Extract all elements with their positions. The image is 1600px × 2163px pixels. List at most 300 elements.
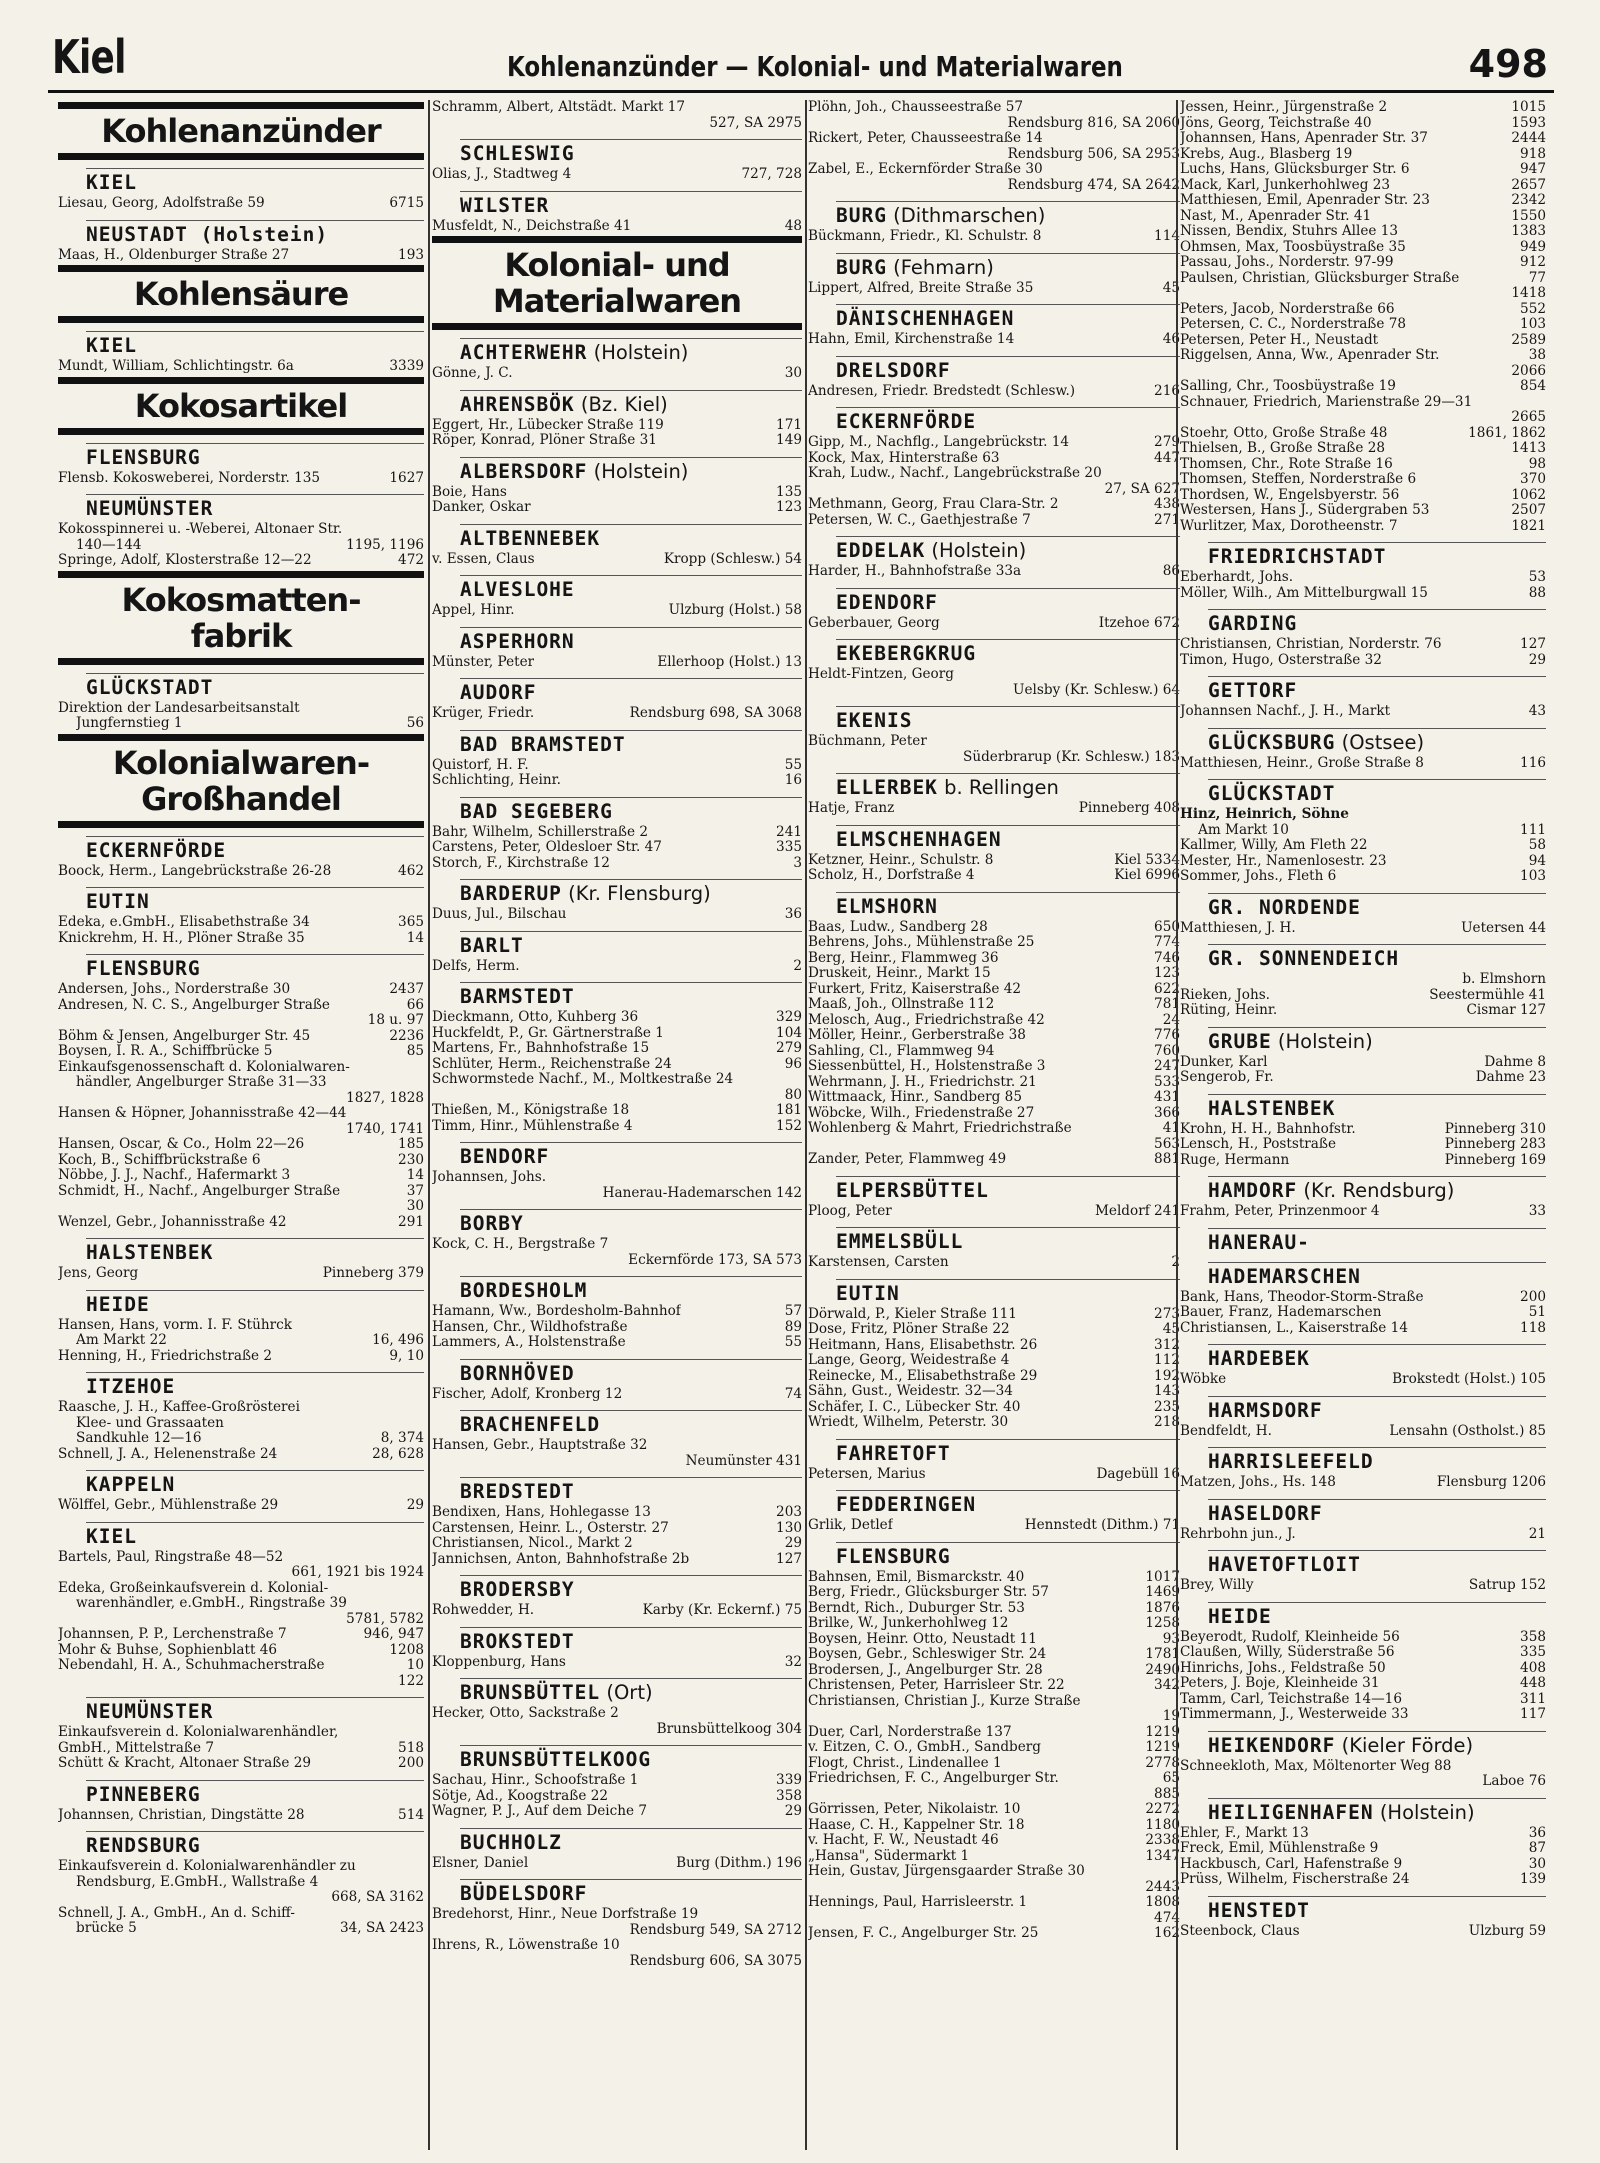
listing-entry [58,982,424,998]
listing-phone: 181 [776,1102,802,1118]
column-2 [432,100,802,2150]
listing-name: Edeka, e.GmbH., Elisabethstraße 34 [58,915,310,930]
listing-phone: 358 [776,1787,802,1804]
listing-entry [58,1741,424,1757]
listing-entry [58,1875,424,1891]
listing-phone: 235 [1154,1398,1180,1415]
listing-name: Salling, Chr., Toosbüystraße 19 [1180,379,1396,394]
town-name: RENDSBURG [86,1834,201,1857]
section-heading-line: Kohlensäure [133,275,349,313]
listing-phone: 650 [1154,918,1180,935]
town-heading [836,639,1180,665]
town-name: BURG [836,255,887,279]
listing-entry [1180,209,1546,225]
town-name: NEUSTADT (Holstein) [86,222,329,246]
listing-name: Frahm, Peter, Prinzenmoor 4 [1180,1204,1380,1219]
listing-entry [808,1926,1180,1942]
listing-phone: 29 [784,1535,802,1551]
listing-entry [1180,1321,1546,1337]
listing-entry [58,359,424,375]
listing-entry [58,1106,424,1122]
listing-name: Röper, Konrad, Plöner Straße 31 [432,433,657,448]
page-number: 498 [1468,42,1548,86]
listing-phone: 58 [1528,837,1546,853]
town-heading [86,168,424,194]
town-heading [86,887,424,913]
listing-entry [808,1616,1180,1632]
listing-phone: 273 [1154,1305,1180,1322]
listing-phone: 448 [1520,1675,1546,1691]
listing-name: Kloppenburg, Hans [432,1654,566,1670]
listing-phone: 162 [1154,1925,1180,1941]
listing-name: Timmermann, J., Westerweide 33 [1180,1707,1409,1722]
listing-phone: 34, SA 2423 [340,1920,424,1936]
listing-entry [58,998,424,1014]
town-heading [836,253,1180,279]
listing-phone: 96 [784,1055,802,1072]
listing-entry [808,1740,1180,1756]
listing-phone: 93 [1162,1630,1180,1647]
listing-entry [58,1612,424,1628]
listing-name: Berg, Heinr., Flammweg 36 [808,950,999,966]
listing-name: Johannsen, P. P., Lerchenstraße 7 [58,1627,287,1642]
listing-entry [808,497,1180,513]
listing-entry [432,1907,802,1923]
town-heading [836,1542,1180,1568]
listing-phone: 760 [1154,1042,1180,1059]
listing-entry [808,1307,1180,1323]
listing-phone: 104 [776,1024,802,1041]
town-name: BURG [836,204,887,227]
listing-phone: 312 [1154,1336,1180,1353]
listing-entry [1180,178,1546,194]
town-heading [836,1176,1180,1202]
listing-entry [1180,100,1546,116]
listing-phone: 123 [776,499,802,515]
town-name: BRUNSBÜTTEL [460,1681,601,1704]
listing-phone: 370 [1520,471,1546,487]
listing-entry [808,853,1180,869]
listing-name: Schnell, J. A., GmbH., An d. Schiff- [58,1905,295,1921]
listing-entry [58,471,424,487]
listing-phone: 1208 [389,1641,424,1658]
listing-entry [808,1415,1180,1431]
listing-name: Haase, C. H., Kappelner Str. 18 [808,1817,1025,1833]
listing-name: Appel, Hinr. [432,603,515,618]
column-1 [58,100,424,2150]
listing-entry [1180,116,1546,132]
section-heading-line: fabrik [190,616,292,655]
listing-name: Freck, Emil, Mühlenstraße 9 [1180,1841,1379,1856]
listing-name: Hinrichs, Johs., Feldstraße 50 [1180,1660,1386,1676]
listing-name: Lippert, Alfred, Breite Straße 35 [808,280,1034,296]
listing-entry [58,553,424,569]
listing-name: Andresen, N. C. S., Angelburger Straße [58,997,330,1013]
listing-name: Bendixen, Hans, Hohlegasse 13 [432,1505,651,1520]
listing-entry [58,1333,424,1349]
listing-name: Berg, Friedr., Glücksburger Str. 57 [808,1585,1049,1600]
town-name: ELPERSBÜTTEL [836,1178,989,1202]
listing-phone: 2589 [1511,331,1546,348]
town-name: BRACHENFELD [460,1413,601,1436]
town-qualifier: (Dithmarschen) [886,204,1046,227]
listing-phone: Itzehoe 672 [1098,614,1180,631]
listing-entry [808,482,1180,498]
listing-phone: 342 [1154,1677,1180,1693]
listing-phone: 29 [784,1803,802,1819]
listing-entry [808,1322,1180,1338]
listing-phone: 103 [1520,316,1546,332]
listing-entry [58,1122,424,1138]
town-name: HEIDE [86,1292,150,1316]
listing-entry [808,1044,1180,1060]
listing-name: Bredehorst, Hinr., Neue Dorfstraße 19 [432,1907,699,1922]
listing-phone: 2 [793,957,802,974]
listing-name: Zabel, E., Eckernförder Straße 30 [808,162,1043,177]
listing-entry [58,1890,424,1906]
listing-entry [58,1416,424,1432]
listing-name: Druskeit, Heinr., Markt 15 [808,966,991,981]
listing-name: Brodersen, J., Angelburger Str. 28 [808,1662,1043,1678]
town-heading [86,494,424,520]
listing-entry [58,1581,424,1597]
listing-name: Carstens, Peter, Oldesloer Str. 47 [432,840,662,855]
section-heading-line: Kokosartikel [134,386,348,425]
listing-phone: 622 [1154,980,1180,997]
listing-entry [58,1044,424,1060]
listing-name: Lammers, A., Holstenstraße [432,1335,626,1350]
listing-name: Elsner, Daniel [432,1855,529,1871]
town-heading [1208,1602,1546,1628]
listing-name: Ohmsen, Max, Toosbüystraße 35 [1180,239,1406,255]
listing-phone: 89 [784,1318,802,1335]
listing-name: Beyerodt, Rudolf, Kleinheide 56 [1180,1629,1400,1645]
town-name: GRUBE [1208,1029,1272,1053]
listing-entry [432,907,802,923]
listing-phone: 472 [398,552,424,568]
listing-entry [58,701,424,717]
town-name: HARDEBEK [1208,1347,1310,1370]
town-qualifier: (Kieler Förde) [1335,1733,1474,1757]
town-name: BRUNSBÜTTELKOOG [460,1748,652,1771]
listing-name: Westersen, Hans J., Südergraben 53 [1180,503,1430,518]
listing-name: Baas, Ludw., Sandberg 28 [808,919,988,935]
listing-name: brücke 5 [76,1921,137,1936]
listing-name: Schneekloth, Max, Möltenorter Weg 88 [1180,1758,1452,1774]
listing-name: Jessen, Heinr., Jürgenstraße 2 [1180,100,1388,115]
listing-phone: 518 [398,1739,424,1756]
town-name: BRODERSBY [460,1578,575,1601]
listing-entry [432,856,802,872]
listing-phone: 438 [1154,496,1180,512]
town-name: FRIEDRICHSTADT [1208,545,1387,568]
listing-phone: Burg (Dithm.) 196 [676,1854,802,1871]
listing-entry [432,1454,802,1470]
town-name: DÄNISCHENHAGEN [836,307,1015,330]
listing-phone: 87 [1528,1840,1546,1856]
listing-phone: 2338 [1145,1832,1180,1848]
listing-name: Petersen, Marius [808,1466,926,1482]
listing-phone: Brunsbüttelkoog 304 [656,1720,802,1737]
town-name: EKENIS [836,709,913,732]
listing-name: Eberhardt, Johs. [1180,570,1294,585]
town-name: PINNEBERG [86,1782,201,1806]
town-name: ASPERHORN [460,629,575,653]
town-qualifier: b. Rellingen [937,776,1059,799]
listing-entry [432,418,802,434]
listing-name: Timon, Hugo, Osterstraße 32 [1180,652,1382,668]
listing-name: Hahn, Emil, Kirchenstraße 14 [808,332,1015,347]
listing-phone: 1219 [1145,1739,1180,1755]
listing-phone: 77 [1528,269,1546,286]
listing-phone: 135 [776,483,802,500]
listing-phone: 55 [784,1334,802,1350]
listing-phone: 1219 [1145,1723,1180,1740]
town-heading [1208,1027,1546,1053]
listing-phone: b. Elmshorn [1462,971,1546,987]
listing-entry [808,1121,1180,1137]
listing-name: Dieckmann, Otto, Kuhberg 36 [432,1010,639,1025]
town-name: DRELSDORF [836,358,951,382]
listing-entry [1180,1424,1546,1440]
listing-phone: 103 [1520,868,1546,884]
listing-name: Münster, Peter [432,654,535,670]
listing-phone: 152 [776,1117,802,1134]
town-heading [460,1276,802,1302]
listing-entry [808,1204,1180,1220]
town-name: BORBY [460,1212,524,1235]
town-name: SCHLESWIG [460,142,575,165]
listing-phone: 2272 [1145,1801,1180,1817]
listing-phone: 563 [1154,1135,1180,1152]
listing-entry [1180,131,1546,147]
listing-name: Duer, Carl, Norderstraße 137 [808,1724,1012,1740]
town-name: ELMSCHENHAGEN [836,827,1002,851]
town-heading [836,1227,1180,1253]
listing-entry [432,1170,802,1186]
listing-name: Sandkuhle 12—16 [76,1431,202,1446]
town-name: HARRISLEEFELD [1208,1450,1374,1473]
listing-name: Berndt, Rich., Duburger Str. 53 [808,1600,1025,1616]
listing-phone: 1821 [1511,517,1546,534]
listing-entry [432,959,802,975]
listing-entry [808,1678,1180,1694]
town-heading [836,1439,1180,1465]
listing-name: Carstensen, Heinr. L., Osterstr. 27 [432,1520,669,1536]
listing-phone: 1550 [1511,207,1546,224]
town-name: KAPPELN [86,1473,176,1496]
listing-entry [432,1804,802,1820]
town-heading [460,797,802,823]
listing-name: Ploog, Peter [808,1203,892,1219]
listing-phone: Pinneberg 310 [1444,1120,1546,1137]
listing-name: Ruge, Hermann [1180,1152,1290,1168]
listing-phone: 462 [398,862,424,879]
listing-phone: 1781 [1145,1646,1180,1662]
listing-entry [1180,1661,1546,1677]
listing-phone: 53 [1528,569,1546,585]
town-heading [86,954,424,980]
listing-name: Hennings, Paul, Harrisleerstr. 1 [808,1895,1028,1910]
town-heading [1208,1228,1546,1254]
running-head-title: Kohlenanzünder — Kolonial- und Materialwaren [507,50,1123,83]
listing-entry [432,1304,802,1320]
listing-phone: 46 [1162,331,1180,347]
town-name: HEIDE [1208,1604,1272,1628]
listing-name: Stoehr, Otto, Große Straße 48 [1180,425,1388,441]
listing-entry [58,196,424,212]
listing-entry [808,332,1180,348]
listing-phone: 30 [1528,1855,1546,1872]
listing-phone: Laboe 76 [1482,1773,1546,1789]
listing-phone: 8, 374 [380,1430,424,1446]
town-heading [836,1490,1180,1516]
town-heading [86,443,424,469]
listing-entry [1180,1153,1546,1169]
listing-name: Möller, Heinr., Gerberstraße 38 [808,1028,1026,1043]
listing-phone: 55 [784,756,802,773]
listing-name: Kallmer, Willy, Am Fleth 22 [1180,838,1368,853]
listing-phone: Rendsburg 606, SA 3075 [629,1952,802,1969]
listing-name: Wohlenberg & Mahrt, Friedrichstraße [808,1121,1072,1136]
listing-phone: 41 [1162,1120,1180,1136]
listing-name: Matzen, Johs., Hs. 148 [1180,1475,1336,1490]
listing-entry [432,552,802,568]
listing-entry [432,840,802,856]
listing-phone: 335 [1520,1644,1546,1660]
town-heading [836,356,1180,382]
town-heading [1208,609,1546,635]
listing-phone: Süderbrarup (Kr. Schlesw.) 183 [963,748,1180,765]
listing-entry [58,1400,424,1416]
town-name: BROKSTEDT [460,1629,575,1653]
listing-entry [808,513,1180,529]
section-heading-line: Kolonial- und [504,246,730,284]
column-divider [805,100,807,2150]
listing-entry [808,1075,1180,1091]
column-divider [1176,100,1178,2150]
listing-phone: 2 [1171,1254,1180,1270]
listing-phone: 33 [1528,1203,1546,1219]
listing-phone: 1383 [1511,223,1546,239]
listing-entry [808,868,1180,884]
town-heading [836,536,1180,562]
listing-entry [58,1725,424,1741]
listing-entry [1180,457,1546,473]
listing-entry [1180,1924,1546,1940]
listing-name: Friedrichsen, F. C., Angelburger Str. [808,1771,1059,1786]
town-heading [460,139,802,165]
town-name: FEDDERINGEN [836,1493,977,1516]
town-name: BAD SEGEBERG [460,799,613,823]
town-heading [86,1697,424,1723]
listing-name: Mack, Karl, Junkerhohlweg 23 [1180,177,1391,193]
listing-phone: Seestermühle 41 [1429,986,1546,1003]
listing-name: Passau, Johs., Norderstr. 97-99 [1180,255,1394,270]
listing-phone: 279 [1154,434,1180,450]
town-name: BARDERUP [460,882,562,905]
listing-entry [58,1215,424,1231]
town-heading [460,1879,802,1905]
section-heading-line: Kohlenanzünder [101,112,381,150]
listing-name: Sahling, Cl., Flammweg 94 [808,1043,995,1059]
listing-phone: 2066 [1511,362,1546,379]
listing-name: Thielsen, B., Große Straße 28 [1180,441,1386,456]
listing-phone: 171 [776,416,802,433]
listing-entry [808,1632,1180,1648]
listing-entry [58,1859,424,1875]
town-heading [1208,893,1546,919]
listing-entry [808,982,1180,998]
listing-phone: 1469 [1145,1584,1180,1600]
listing-phone: 1827, 1828 [346,1089,424,1106]
listing-phone: 36 [1528,1824,1546,1841]
town-name: HARMSDORF [1208,1398,1323,1422]
listing-entry [1180,1759,1546,1775]
town-heading [460,191,802,217]
listing-phone: 51 [1528,1304,1546,1320]
town-qualifier: (Ostsee) [1335,730,1425,754]
listing-name: Schäfer, I. C., Lübecker Str. 40 [808,1399,1021,1415]
listing-phone: 86 [1162,563,1180,579]
listing-phone: 2665 [1511,409,1546,425]
listing-entry [58,1091,424,1107]
listing-entry [1180,410,1546,426]
listing-phone: 192 [1154,1367,1180,1384]
listing-phone: 514 [398,1806,424,1823]
listing-entry [808,1518,1180,1534]
town-qualifier: (Holstein) [925,539,1027,562]
listing-entry [808,1353,1180,1369]
town-name: EUTIN [836,1281,900,1305]
town-heading [86,673,424,699]
listing-name: Christiansen, Nicol., Markt 2 [432,1536,633,1551]
listing-name: Methmann, Georg, Frau Clara-Str. 2 [808,497,1059,512]
listing-entry [808,1864,1180,1880]
listing-name: Wurlitzer, Max, Dorotheenstr. 7 [1180,518,1398,534]
listing-name: Hansen, Gebr., Hauptstraße 32 [432,1438,648,1453]
town-qualifier: (Ort) [600,1681,653,1704]
town-name: AHRENSBÖK [460,392,575,416]
listing-phone: 112 [1154,1352,1180,1368]
column-3 [808,100,1180,2150]
town-name: GLÜCKSBURG [1208,730,1336,754]
listing-name: Wehrmann, J. H., Friedrichstr. 21 [808,1074,1037,1090]
town-name: HEIKENDORF [1208,1733,1336,1757]
listing-name: Christiansen, Christian J., Kurze Straße [808,1693,1081,1709]
listing-name: Bahr, Wilhelm, Schillerstraße 2 [432,824,649,840]
listing-phone: 48 [784,217,802,234]
listing-entry [808,1152,1180,1168]
listing-name: Duus, Jul., Bilschau [432,907,567,922]
listing-entry [1180,972,1546,988]
listing-entry [432,500,802,516]
listing-entry [58,1431,424,1447]
listing-name: Timm, Hinr., Mühlenstraße 4 [432,1118,633,1134]
listing-entry [58,1756,424,1772]
listing-entry [432,1655,802,1671]
listing-name: Krohn, H. H., Bahnhofstr. [1180,1121,1356,1137]
listing-phone: 45 [1162,279,1180,296]
listing-entry [1180,1841,1546,1857]
listing-name: Bahnsen, Emil, Bismarckstr. 40 [808,1569,1025,1585]
listing-name: Sähn, Gust., Weidestr. 32—34 [808,1384,1013,1399]
listing-phone: 949 [1520,238,1546,255]
town-qualifier: (Kr. Rendsburg) [1297,1179,1455,1202]
listing-name: Sommer, Johs., Fleth 6 [1180,869,1337,884]
listing-phone: Karby (Kr. Eckernf.) 75 [642,1602,802,1618]
listing-name: händler, Angelburger Straße 31—33 [76,1075,327,1090]
